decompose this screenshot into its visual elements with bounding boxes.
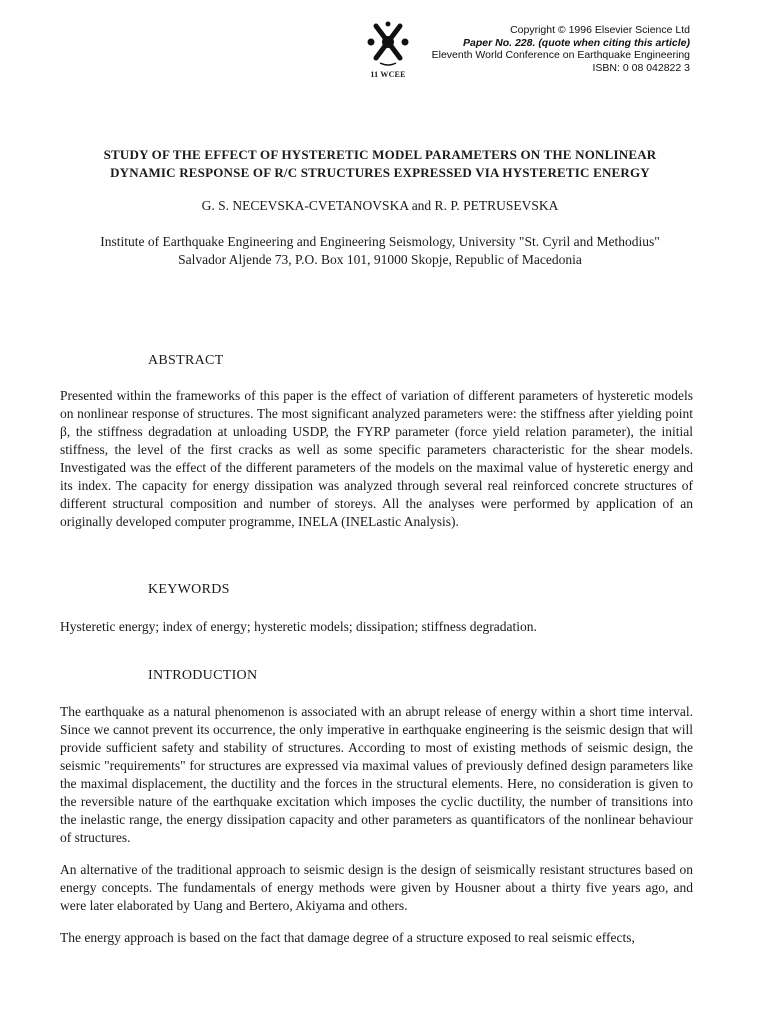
authors: G. S. NECEVSKA-CVETANOVSKA and R. P. PETRUSEVSKA bbox=[201, 198, 559, 213]
keywords-heading: KEYWORDS bbox=[148, 582, 230, 597]
intro-paragraph-3: The energy approach is based on the fact that damage degree of a structure exposed to real seismic effects, bbox=[60, 930, 635, 945]
affiliation bbox=[40, 233, 720, 269]
abstract-text: Presented within the frameworks of this paper is the effect of variation of different parameters of hysteretic models on nonlinear response of structures. The most significant analyzed parameters were: the stiffness after yielding point β, the stiffness degradation at unloading USDP, the FYRP parameter (force yield relation parameter), the initial stiffness, the level of the first cracks as well as some specific parameters characteristic for the shear models. Investigated was the effect of the different parameters of the models on the maximal value of hysteretic energy and its index. The capacity for energy dissipation was analyzed through several real reinforced concrete structures of different structural composition and number of storeys. All the analyses were performed by application of an originally developed computer programme, INELA (INELastic Analysis). bbox=[60, 388, 693, 529]
paper-number: Paper No. 228. (quote when citing this article) bbox=[463, 36, 690, 49]
title-line-1: STUDY OF THE EFFECT OF HYSTERETIC MODEL PARAMETERS ON THE NONLINEAR bbox=[103, 147, 657, 162]
introduction-heading: INTRODUCTION bbox=[148, 668, 258, 683]
affiliation-line-2: Salvador Aljende 73, P.O. Box 101, 91000 Skopje, Republic of Macedonia bbox=[178, 252, 582, 267]
intro-paragraph-2: An alternative of the traditional approach to seismic design is the design of seismically resistant structures based on energy concepts. The fundamentals of energy methods were given by Housner about a thirty five years ago, and were later elaborated by Uang and Bertero, Akiyama and others. bbox=[60, 862, 693, 913]
abstract-heading: ABSTRACT bbox=[148, 353, 224, 368]
title-line-2: DYNAMIC RESPONSE OF R/C STRUCTURES EXPRESSED VIA HYSTERETIC ENERGY bbox=[110, 165, 650, 180]
affiliation-line-1: Institute of Earthquake Engineering and Engineering Seismology, University "St. Cyril and Methodius" bbox=[100, 234, 660, 249]
copyright-block bbox=[370, 24, 690, 74]
copyright-line: Copyright © 1996 Elsevier Science Ltd bbox=[510, 24, 690, 36]
paper-title bbox=[60, 146, 700, 182]
logo-label: 11 WCEE bbox=[370, 70, 406, 79]
intro-paragraph-1: The earthquake as a natural phenomenon is associated with an abrupt release of energy within a short time interval. Since we cannot prevent its occurrence, the only imperative in earthquake engineering is the seismic design that will provide sufficient safety and stability of structures. According to most of existing methods of seismic design, the seismic "requirements" for structures are expressed via maximal values of previously defined design parameters like the maximal displacement, the ductility and the forces in the structural elements. Here, no consideration is given to the reversible nature of the earthquake excitation which imposes the cyclic ductility, the number of transitions into the inelastic range, the energy dissipation capacity and other parameters as quantificators of the nonlinear behaviour of structures. bbox=[60, 704, 693, 845]
isbn: ISBN: 0 08 042822 3 bbox=[592, 61, 690, 74]
keywords-text: Hysteretic energy; index of energy; hysteretic models; dissipation; stiffness degradation. bbox=[60, 619, 537, 634]
conference-name: Eleventh World Conference on Earthquake Engineering bbox=[431, 49, 690, 61]
